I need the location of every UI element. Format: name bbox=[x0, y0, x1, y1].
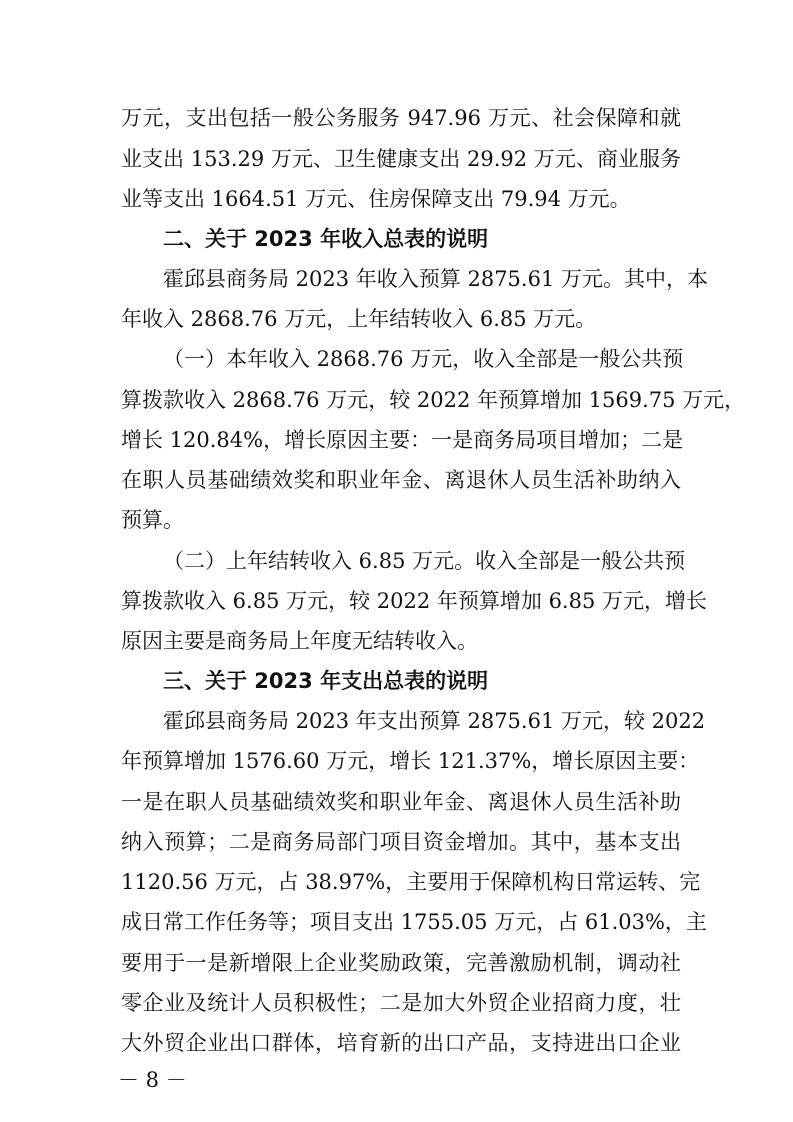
paragraph-line: 业支出 153.29 万元、卫生健康支出 29.92 万元、商业服务 bbox=[121, 147, 681, 171]
paragraph-line: 算拨款收入 2868.76 万元，较 2022 年预算增加 1569.75 万元， bbox=[121, 388, 746, 412]
paragraph-line: 霍邱县商务局 2023 年支出预算 2875.61 万元，较 2022 bbox=[163, 709, 706, 733]
paragraph-line: （二）上年结转收入 6.85 万元。收入全部是一般公共预 bbox=[163, 549, 686, 573]
section-heading-income: 二、关于 2023 年收入总表的说明 bbox=[163, 227, 489, 251]
paragraph-line: 霍邱县商务局 2023 年收入预算 2875.61 万元。其中，本 bbox=[163, 267, 708, 291]
page-number: － 8 － bbox=[118, 1068, 187, 1092]
paragraph-line: 大外贸企业出口群体，培育新的出口产品，支持进出口企业 bbox=[121, 1031, 681, 1055]
paragraph-line: 业等支出 1664.51 万元、住房保障支出 79.94 万元。 bbox=[121, 187, 631, 211]
paragraph-line: 万元，支出包括一般公务服务 947.96 万元、社会保障和就 bbox=[121, 106, 681, 130]
paragraph-line: 纳入预算；二是商务局部门项目资金增加。其中，基本支出 bbox=[121, 830, 681, 854]
paragraph-line: 年预算增加 1576.60 万元，增长 121.37%，增长原因主要： bbox=[121, 749, 700, 773]
paragraph-line: 要用于一是新增限上企业奖励政策，完善激励机制，调动社 bbox=[121, 951, 681, 975]
paragraph-line: 原因主要是商务局上年度无结转收入。 bbox=[121, 629, 478, 653]
paragraph-line: （一）本年收入 2868.76 万元，收入全部是一般公共预 bbox=[163, 347, 684, 371]
paragraph-line: 增长 120.84%，增长原因主要：一是商务局项目增加；二是 bbox=[121, 428, 684, 452]
paragraph-line: 一是在职人员基础绩效奖和职业年金、离退休人员生活补助 bbox=[121, 790, 681, 814]
paragraph-line: 算拨款收入 6.85 万元，较 2022 年预算增加 6.85 万元，增长 bbox=[121, 589, 708, 613]
paragraph-line: 1120.56 万元，占 38.97%，主要用于保障机构日常运转、完 bbox=[121, 870, 701, 894]
paragraph-line: 零企业及统计人员积极性；二是加大外贸企业招商力度，壮 bbox=[121, 991, 681, 1015]
section-heading-expenditure: 三、关于 2023 年支出总表的说明 bbox=[163, 669, 489, 693]
paragraph-line: 成日常工作任务等；项目支出 1755.05 万元，占 61.03%，主 bbox=[121, 910, 707, 934]
paragraph-line: 年收入 2868.76 万元，上年结转收入 6.85 万元。 bbox=[121, 307, 597, 331]
paragraph-line: 预算。 bbox=[121, 508, 184, 532]
paragraph-line: 在职人员基础绩效奖和职业年金、离退休人员生活补助纳入 bbox=[121, 468, 681, 492]
